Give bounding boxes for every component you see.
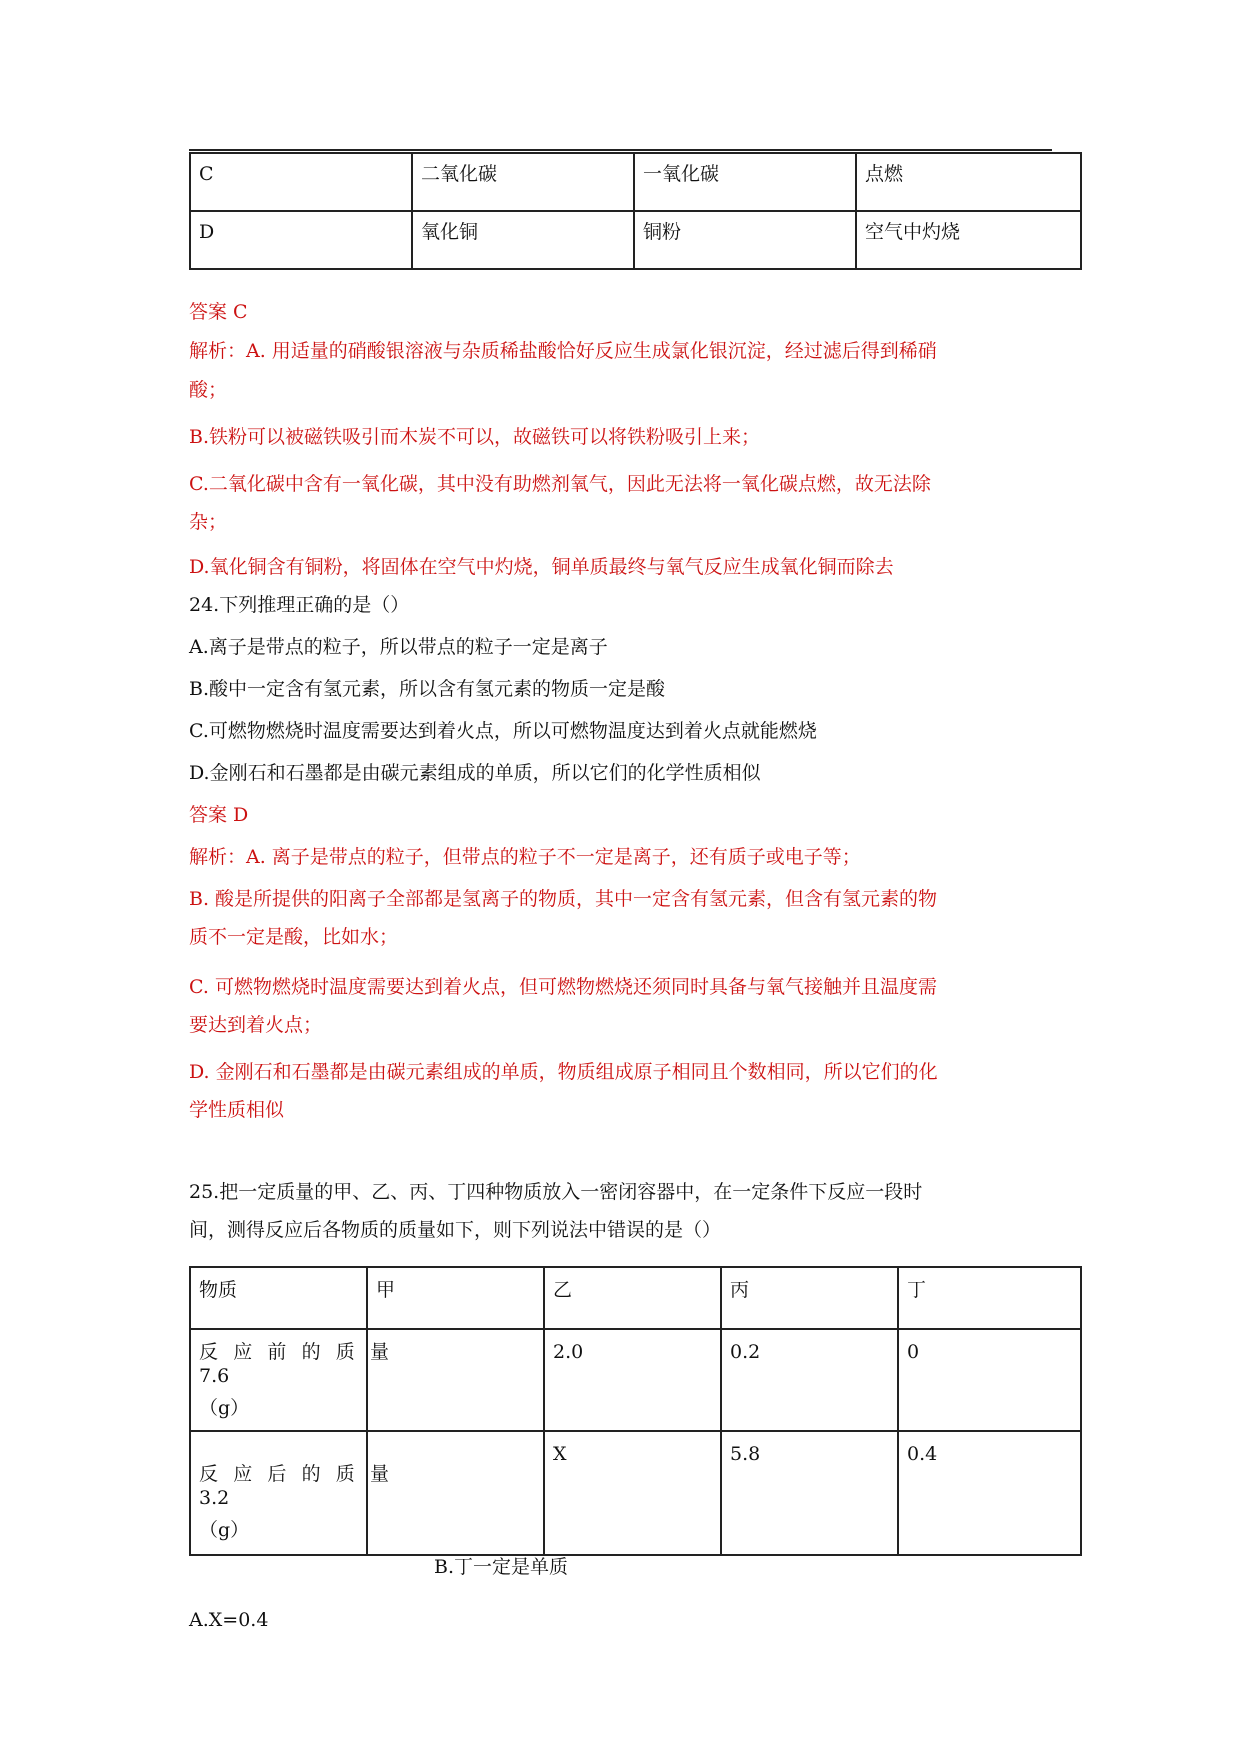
q24-stem: 24.下列推理正确的是（） (189, 594, 410, 616)
table-cell: 空气中灼烧 (856, 211, 1081, 269)
table-row (190, 211, 1081, 269)
table-cell: 2.0 (544, 1329, 721, 1431)
table-cell: 铜粉 (634, 211, 856, 269)
table-header-cell: 丙 (721, 1267, 898, 1329)
table-cell (367, 1431, 544, 1555)
unit-label: （g） (199, 1519, 250, 1541)
analysis-line: C. 可燃物燃烧时温度需要达到着火点，但可燃物燃烧还须同时具备与氧气接触并且温度需 (189, 976, 937, 998)
table-cell: 0.2 (721, 1329, 898, 1431)
analysis-line: 质不一定是酸，比如水； (189, 926, 399, 948)
row-label: 反应前的质量 (199, 1341, 389, 1363)
analysis-line: D.氧化铜含有铜粉，将固体在空气中灼烧，铜单质最终与氧气反应生成氧化铜而除去 (189, 556, 894, 578)
mass-table (189, 1266, 1082, 1556)
analysis-line: 杂； (189, 511, 228, 533)
table-row (190, 153, 1081, 211)
q25-option-b: B.丁一定是单质 (434, 1556, 569, 1578)
table-cell: 二氧化碳 (412, 153, 634, 211)
table-cell: D (190, 211, 412, 269)
table-cell: X (544, 1431, 721, 1555)
unit-label: （g） (199, 1397, 250, 1419)
table-cell: 点燃 (856, 153, 1081, 211)
q24-option-b: B.酸中一定含有氢元素，所以含有氢元素的物质一定是酸 (189, 678, 666, 700)
analysis-line: B.铁粉可以被磁铁吸引而木炭不可以，故磁铁可以将铁粉吸引上来； (189, 426, 761, 448)
q23-answer: 答案 C (189, 301, 248, 323)
analysis-line: D. 金刚石和石墨都是由碳元素组成的单质，物质组成原子相同且个数相同，所以它们的化 (189, 1061, 938, 1083)
table-cell (367, 1329, 544, 1431)
analysis-line: 要达到着火点； (189, 1014, 323, 1036)
reagent-table (189, 152, 1082, 270)
q24-option-c: C.可燃物燃烧时温度需要达到着火点，所以可燃物温度达到着火点就能燃烧 (189, 720, 817, 742)
table-cell: 氧化铜 (412, 211, 634, 269)
table-header-cell: 物质 (190, 1267, 367, 1329)
analysis-line: 学性质相似 (189, 1099, 285, 1121)
jia-value: 7.6 (199, 1365, 230, 1387)
q24-answer: 答案 D (189, 804, 249, 826)
analysis-line: 解析：A. 用适量的硝酸银溶液与杂质稀盐酸恰好反应生成氯化银沉淀，经过滤后得到稀硝 (189, 340, 937, 362)
q24-option-a: A.离子是带点的粒子，所以带点的粒子一定是离子 (189, 636, 608, 658)
table-row (190, 1431, 1081, 1555)
table-header-cell: 甲 (367, 1267, 544, 1329)
table-cell: 5.8 (721, 1431, 898, 1555)
table-cell: 一氧化碳 (634, 153, 856, 211)
analysis-line: C.二氧化碳中含有一氧化碳，其中没有助燃剂氧气，因此无法将一氧化碳点燃，故无法除 (189, 473, 931, 495)
table-cell: 0.4 (898, 1431, 1081, 1555)
table-top-rule (189, 149, 1052, 151)
q25-stem-line: 间，测得反应后各物质的质量如下，则下列说法中错误的是（） (189, 1219, 722, 1241)
table-row (190, 1329, 1081, 1431)
analysis-line: B. 酸是所提供的阳离子全部都是氢离子的物质，其中一定含有氢元素，但含有氢元素的物 (189, 888, 938, 910)
table-cell (190, 1431, 389, 1555)
table-header-row (190, 1267, 1081, 1329)
analysis-line: 酸； (189, 379, 228, 401)
q25-option-a: A.X=0.4 (189, 1609, 269, 1631)
table-cell (190, 1329, 389, 1431)
table-header-cell: 乙 (544, 1267, 721, 1329)
analysis-line: 解析：A. 离子是带点的粒子，但带点的粒子不一定是离子，还有质子或电子等； (189, 846, 861, 868)
q25-stem-line: 25.把一定质量的甲、乙、丙、丁四种物质放入一密闭容器中，在一定条件下反应一段时 (189, 1181, 923, 1203)
q24-option-d: D.金刚石和石墨都是由碳元素组成的单质，所以它们的化学性质相似 (189, 762, 761, 784)
row-label: 反应后的质量 (199, 1463, 389, 1485)
table-cell: C (190, 153, 412, 211)
table-header-cell: 丁 (898, 1267, 1081, 1329)
jia-value: 3.2 (199, 1487, 230, 1509)
table-cell: 0 (898, 1329, 1081, 1431)
